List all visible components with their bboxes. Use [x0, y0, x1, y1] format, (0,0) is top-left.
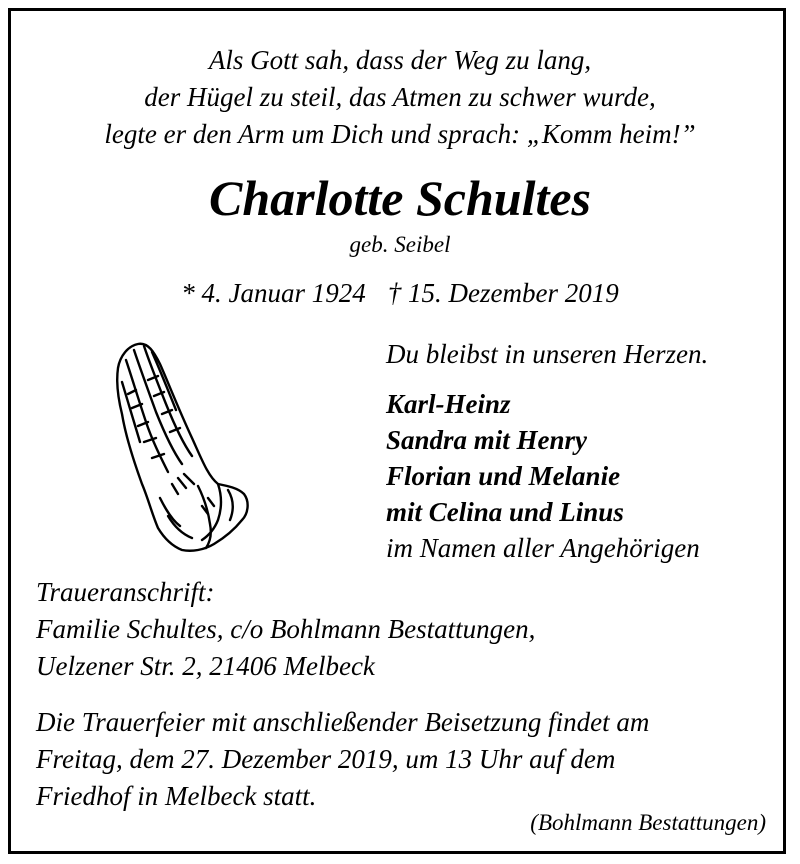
- verse-line-1: Als Gott sah, dass der Weg zu lang,: [208, 45, 592, 75]
- death-date: † 15. Dezember 2019: [387, 278, 619, 308]
- motto: Du bleibst in unseren Herzen.: [386, 339, 709, 369]
- praying-hands-icon: [108, 338, 253, 558]
- birth-date: * 4. Januar 1924: [181, 278, 366, 308]
- verse-line-2: der Hügel zu steil, das Atmen zu schwer wurde,: [144, 82, 656, 112]
- address-line-1: Traueranschrift:: [36, 577, 215, 607]
- family-footer: im Namen aller Angehörigen: [386, 533, 700, 563]
- family-line-4: mit Celina und Linus: [386, 497, 624, 527]
- service-info: [36, 704, 766, 815]
- life-dates: [0, 276, 800, 310]
- address-line-3: Uelzener Str. 2, 21406 Melbeck: [36, 651, 375, 681]
- deceased-name: Charlotte Schultes: [208, 170, 592, 226]
- service-line-1: Die Trauerfeier mit anschließender Beisetzung findet am: [36, 707, 650, 737]
- mourning-address: [36, 574, 756, 685]
- family-line-2: Sandra mit Henry: [386, 425, 588, 455]
- family-line-1: Karl-Heinz: [386, 389, 511, 419]
- service-line-3: Friedhof in Melbeck statt.: [36, 781, 317, 811]
- service-line-2: Freitag, dem 27. Dezember 2019, um 13 Uhr auf dem: [36, 744, 616, 774]
- verse: [0, 42, 800, 153]
- maiden-name: geb. Seibel: [349, 232, 451, 257]
- family-block: [386, 336, 786, 566]
- funeral-home-credit: (Bohlmann Bestattungen): [530, 810, 766, 835]
- family-line-3: Florian und Melanie: [386, 461, 621, 491]
- verse-line-3: legte er den Arm um Dich und sprach: „Komm heim!”: [104, 119, 696, 149]
- address-line-2: Familie Schultes, c/o Bohlmann Bestattungen,: [36, 614, 536, 644]
